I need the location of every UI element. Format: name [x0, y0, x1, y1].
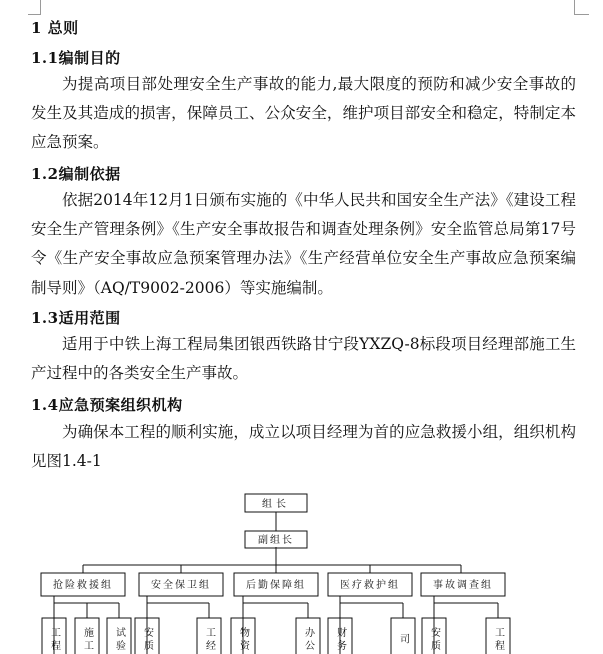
- org-label-member: 工经: [203, 627, 215, 653]
- org-label-member: 财务: [334, 627, 346, 653]
- org-label-group: 后勤保障组: [246, 580, 306, 591]
- heading-1: 1 总则: [31, 19, 79, 37]
- org-label-member: 安质: [428, 627, 440, 653]
- heading-1-1: 1.1编制目的: [31, 49, 121, 67]
- org-label-group: 抢险救援组: [53, 580, 113, 591]
- org-label-member: 施工: [81, 627, 93, 653]
- heading-1-4: 1.4应急预案组织机构: [31, 396, 183, 414]
- org-label-member: 司: [397, 633, 409, 647]
- org-label-group: 医疗救护组: [340, 580, 400, 591]
- org-label-member: 试验: [113, 627, 125, 653]
- paragraph-organization: 为确保本工程的顺利实施，成立以项目经理为首的应急救援小组，组织机构见图1.4-1: [31, 423, 576, 471]
- paragraph-scope: 适用于中铁上海工程局集团银西铁路甘宁段YXZQ-8标段项目经理部施工生产过程中的各类安全生产事故。: [31, 335, 576, 383]
- org-label-member: 工程: [48, 627, 60, 653]
- heading-1-2: 1.2编制依据: [31, 165, 121, 183]
- org-label-member: 办公: [302, 627, 314, 653]
- paragraph-basis: 依据2014年12月1日颁布实施的《中华人民共和国安全生产法》《建设工程安全生产管理条例》《生产安全事故报告和调查处理条例》安全监管总局第17号令《生产安全事故应急预案管理办法》《生产经营单位安全生产事故应急预案编制导则》（AQ/T9002-2006）等实施编制。: [31, 191, 576, 297]
- org-label-group: 安全保卫组: [151, 580, 211, 591]
- org-label-group: 事故调查组: [433, 580, 493, 591]
- org-label-member: 安质: [141, 627, 153, 653]
- org-label-member: 工程: [492, 627, 504, 653]
- org-label-leader: 组长: [262, 499, 290, 510]
- heading-1-3: 1.3适用范围: [31, 309, 121, 327]
- org-label-member: 物资: [237, 627, 249, 653]
- org-label-deputy: 副组长: [258, 535, 294, 546]
- paragraph-purpose: 为提高项目部处理安全生产事故的能力,最大限度的预防和减少安全事故的发生及其造成的损害，保障员工、公众安全，维护项目部安全和稳定，特制定本应急预案。: [31, 75, 576, 152]
